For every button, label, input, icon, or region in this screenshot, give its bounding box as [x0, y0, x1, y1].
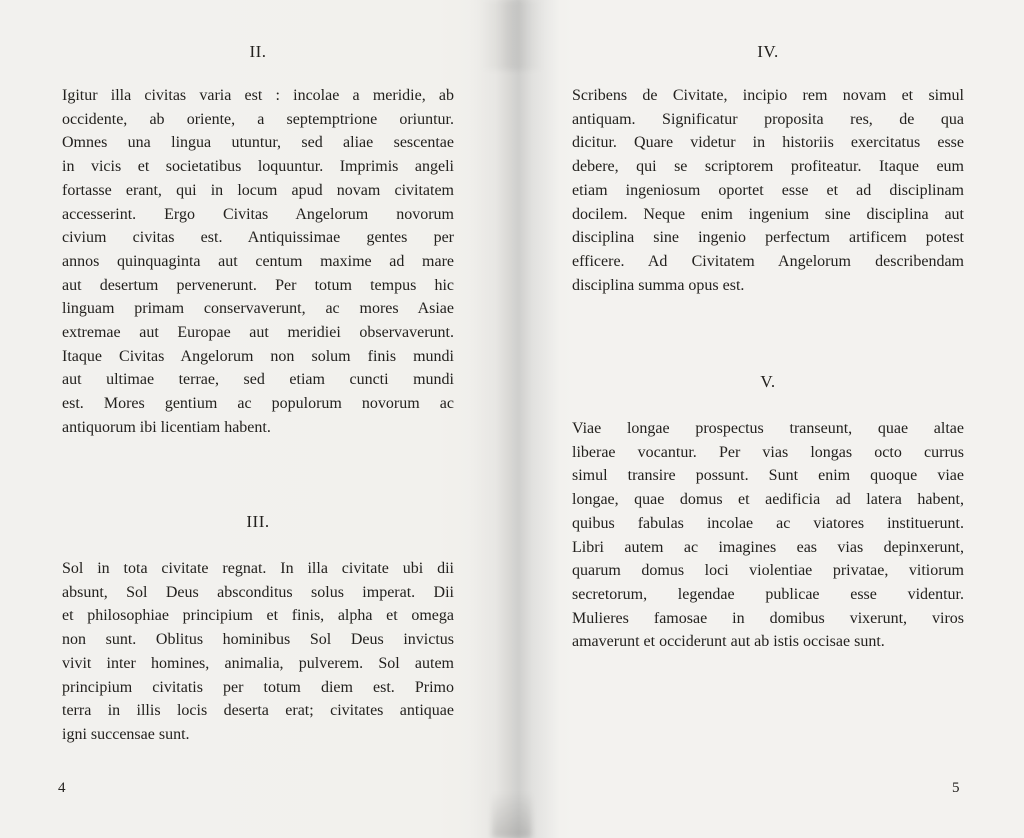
- page-number-left: 4: [58, 780, 66, 796]
- text-line: quarum domus loci violentiae privatae, vitiorum: [572, 562, 964, 580]
- page-number-right: 5: [952, 780, 960, 796]
- text-line: etiam ingeniosum oportet esse et ad disciplinam: [572, 181, 964, 199]
- paragraph-iv: [572, 84, 964, 297]
- text-line: Omnes una lingua utuntur, sed aliae sescentae: [62, 134, 454, 152]
- text-line: est. Mores gentium ac populorum novorum ac: [62, 395, 454, 413]
- text-line: Scribens de Civitate, incipio rem novam et simul: [572, 87, 964, 104]
- text-line: aut desertum pervenerunt. Per totum tempus hic: [62, 276, 454, 294]
- text-line: docilem. Neque enim ingenium sine disciplina aut: [572, 205, 964, 223]
- text-line: disciplina summa opus est.: [572, 276, 745, 294]
- text-line: occidente, ab oriente, a septemptrione oriuntur.: [62, 110, 454, 128]
- section-heading-iii: III.: [246, 512, 270, 531]
- text-line: debere, qui se scriptorem profiteatur. Itaque eum: [572, 158, 964, 176]
- text-line: Sol in tota civitate regnat. In illa civitate ubi dii: [62, 560, 454, 577]
- section-heading-v: V.: [760, 372, 776, 391]
- text-line: disciplina sine ingenio perfectum artificem potest: [572, 229, 964, 247]
- text-line: Libri autem ac imagines eas vias depinxerunt,: [572, 538, 964, 556]
- text-line: amaverunt et occiderunt aut ab istis occisae sunt.: [572, 633, 885, 651]
- text-line: igni succensae sunt.: [62, 725, 190, 743]
- text-line: absunt, Sol Deus absconditus solus imperat. Dii: [62, 583, 454, 601]
- text-line: simul transire possunt. Sunt enim quoque viae: [572, 467, 964, 485]
- text-line: accesserint. Ergo Civitas Angelorum novorum: [62, 205, 454, 223]
- text-line: linguam primam conservaverunt, ac mores Asiae: [62, 300, 454, 318]
- text-line: aut ultimae terrae, sed etiam cuncti mundi: [62, 371, 454, 389]
- text-line: Itaque Civitas Angelorum non solum finis mundi: [62, 347, 454, 365]
- text-line: fortasse erant, qui in locum apud novam civitatem: [62, 181, 454, 199]
- paragraph-ii: [62, 84, 454, 440]
- paragraph-v: [572, 417, 964, 654]
- text-line: antiquam. Significatur proposita res, de qua: [572, 110, 964, 128]
- text-line: civium civitas est. Antiquissimae gentes per: [62, 229, 454, 247]
- text-line: longae, quae domus et aedificia ad latera habent,: [572, 491, 964, 509]
- text-line: et philosophiae principium et finis, alpha et omega: [62, 607, 454, 625]
- text-line: Viae longae prospectus transeunt, quae altae: [572, 420, 964, 437]
- text-line: secretorum, legendae publicae esse videntur.: [572, 585, 964, 603]
- text-line: annos quinquaginta aut centum maxime ad mare: [62, 252, 454, 270]
- text-line: quibus fabulas incolae ac viatores instituerunt.: [572, 514, 964, 532]
- text-line: terra in illis locis deserta erat; civitates antiquae: [62, 702, 454, 720]
- text-line: principium civitatis per totum diem est. Primo: [62, 678, 454, 696]
- text-line: Mulieres famosae in domibus vixerunt, viros: [572, 609, 964, 627]
- text-line: antiquorum ibi licentiam habent.: [62, 418, 271, 436]
- paragraph-iii: [62, 557, 454, 747]
- text-line: efficere. Ad Civitatem Angelorum describendam: [572, 252, 964, 270]
- text-line: liberae vocantur. Per vias longas octo currus: [572, 443, 964, 461]
- text-line: dicitur. Quare videtur in historiis exercitatus esse: [572, 134, 964, 152]
- text-line: Igitur illa civitas varia est : incolae a meridie, ab: [62, 87, 454, 104]
- section-heading-ii: II.: [249, 42, 267, 61]
- section-heading-iv: IV.: [757, 42, 779, 61]
- text-line: vivit inter homines, animalia, pulverem. Sol autem: [62, 654, 454, 672]
- text-line: in vicis et societatibus loquuntur. Imprimis angeli: [62, 158, 454, 176]
- text-line: extremae aut Europae aut meridiei observaverunt.: [62, 324, 454, 342]
- text-line: non sunt. Oblitus hominibus Sol Deus invictus: [62, 631, 454, 649]
